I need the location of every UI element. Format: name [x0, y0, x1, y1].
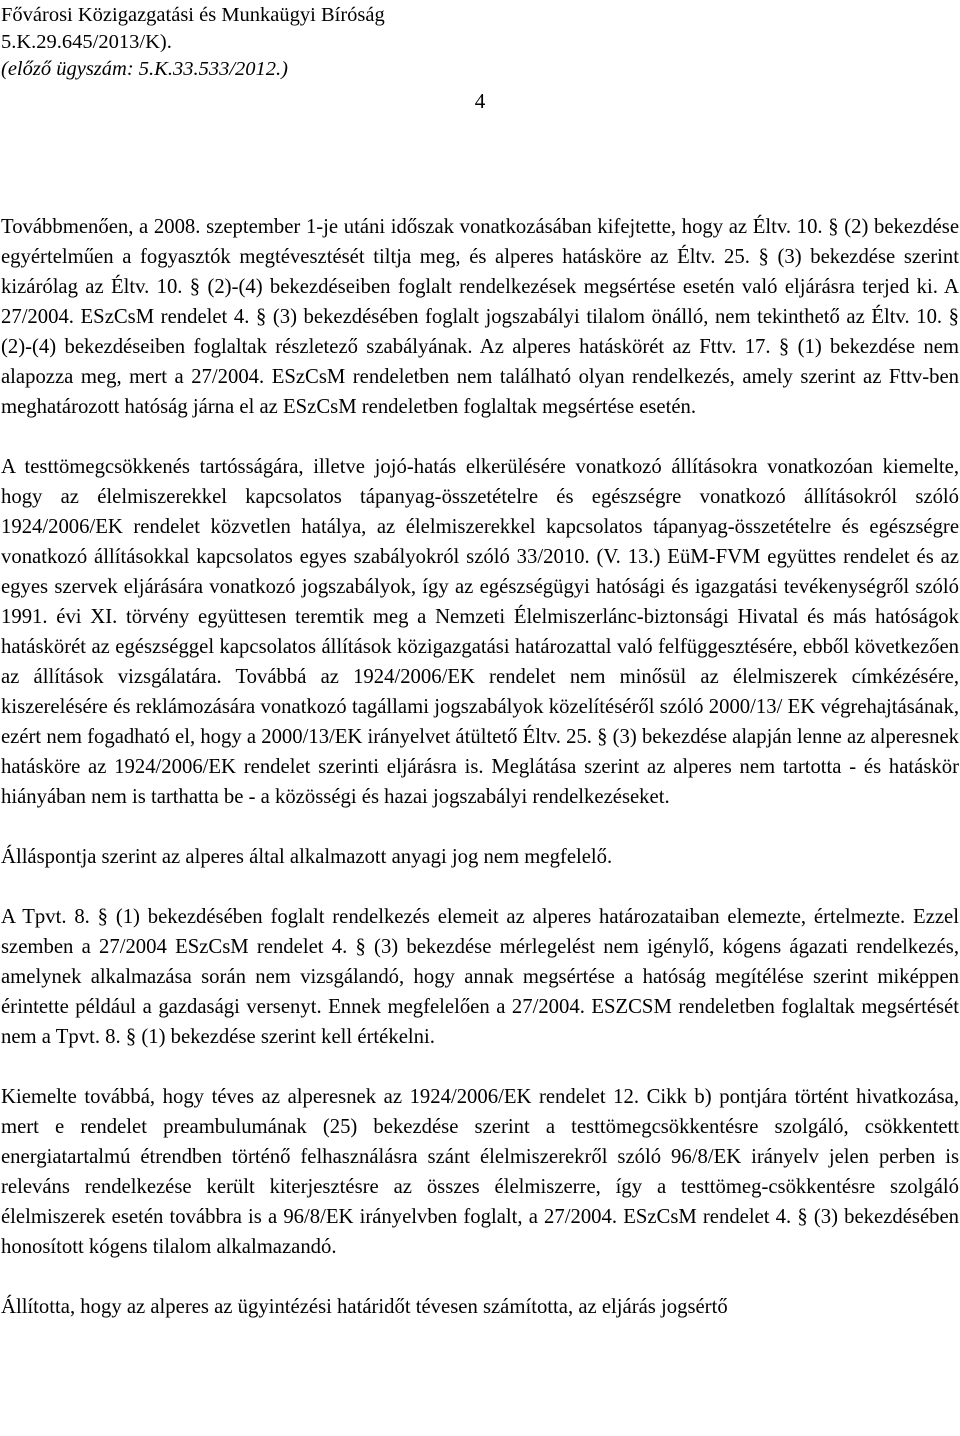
paragraph-weight-loss-claims: A testtömegcsökkenés tartósságára, illetve jojó-hatás elkerülésére vonatkozó állításokra vonatkozóan kiemelte, hogy az élelmiszerekkel kapcsolatos tápanyag-összetételre és egészségre vonatkozó állításokról szóló 1924/2006/EK rendelet közvetlen hatálya, az élelmiszerekkel kapcsolatos tápanyag-összetételre és egészségre vonatkozó állításokkal kapcsolatos egyes szabályokról szóló 33/2010. (V. 13.) EüM-FVM együttes rendelet és az egyes szervek eljárására vonatkozó jogszabályok, így az egészségügyi hatósági és igazgatási tevékenységről szóló 1991. évi XI. törvény együttesen teremtik meg a Nemzeti Élelmiszerlánc-biztonsági Hivatal és más hatóságok hatáskörét az egészséggel kapcsolatos állítások közigazgatási határozattal való felfüggesztésére, ebből következően az állítások vizsgálatára. Továbbá az 1924/2006/EK rendelet nem minősül az élelmiszerek címkézésére, kiszerelésére és reklámozására vonatkozó tagállami jogszabályok közelítéséről szóló 2000/13/ EK végrehajtásának, ezért nem fogadható el, hogy a 2000/13/EK irányelvet átültető Éltv. 25. § (3) bekezdése alapján lenne az alperesnek hatásköre az 1924/2006/EK rendelet szerinti eljárásra is. Meglátása szerint az alperes nem tartotta - és hatáskör hiányában nem is tarthatta be - a közösségi és hazai jogszabályi rendelkezéseket.	[1, 456, 959, 808]
document-body	[1, 212, 959, 1322]
paragraph-regulation-reference: Kiemelte továbbá, hogy téves az alperesnek az 1924/2006/EK rendelet 12. Cikk b) pontjára történt hivatkozása, mert e rendelet preambulumának (25) bekezdése szerint a testtömegcsökkentésre szolgáló, csökkentett energiatartalmú étrendben történő felhasználásra szánt élelmiszerekről szóló 96/8/EK irányelv jelen perben is releváns rendelkezése került kiterjesztésre az összes élelmiszerre, így a testtömeg-csökkentésre szolgáló élelmiszerek esetén továbbra is a 96/8/EK irányelvben foglalt, a 27/2004. ESzCsM rendelet 4. § (3) bekezdésében honosított kógens tilalom alkalmazandó.	[1, 1086, 959, 1258]
paragraph-applied-law: Álláspontja szerint az alperes által alkalmazott anyagi jog nem megfelelő.	[1, 846, 613, 868]
case-number: 5.K.29.645/2013/K).	[1, 31, 172, 53]
paragraph-tpvt: A Tpvt. 8. § (1) bekezdésében foglalt rendelkezés elemeit az alperes határozataiban elemezte, értelmezte. Ezzel szemben a 27/2004 ESzCsM rendelet 4. § (3) bekezdése mérlegelést nem igénylő, kógens ágazati rendelkezés, amelynek alkalmazása során nem vizsgálandó, hogy annak megsértése a hatóság megítélése szerint miképpen érintette például a gazdasági versenyt. Ennek megfelelően a 27/2004. ESZCSM rendeletben foglaltak megsértését nem a Tpvt. 8. § (1) bekezdése szerint kell értékelni.	[1, 906, 959, 1048]
court-name: Fővárosi Közigazgatási és Munkaügyi Bíróság	[1, 4, 385, 26]
document-header	[1, 2, 701, 83]
paragraph-jurisdiction: Továbbmenően, a 2008. szeptember 1-je utáni időszak vonatkozásában kifejtette, hogy az Éltv. 10. § (2) bekezdése egyértelműen a fogyasztók megtévesztését tiltja meg, és alperes hatásköre az Éltv. 25. § (3) bekezdése szerint kizárólag az Éltv. 10. § (2)-(4) bekezdéseiben foglalt rendelkezések megsértése esetén való eljárásra terjed ki. A 27/2004. ESzCsM rendelet 4. § (3) bekezdésében foglalt jogszabályi tilalom önálló, nem tekinthető az Éltv. 10. § (2)-(4) bekezdéseiben foglaltak részletező szabályának. Az alperes hatáskörét az Fttv. 17. § (1) bekezdése nem alapozza meg, mert a 27/2004. ESzCsM rendeletben nem található olyan rendelkezés, amely szerint az Fttv-ben meghatározott hatóság járna el az ESzCsM rendeletben foglaltak megsértése esetén.	[1, 216, 959, 418]
previous-case-number: (előző ügyszám: 5.K.33.533/2012.)	[1, 58, 288, 80]
page-number: 4	[474, 89, 486, 113]
paragraph-deadline: Állította, hogy az alperes az ügyintézési határidőt tévesen számította, az eljárás jogsértő	[1, 1296, 728, 1318]
